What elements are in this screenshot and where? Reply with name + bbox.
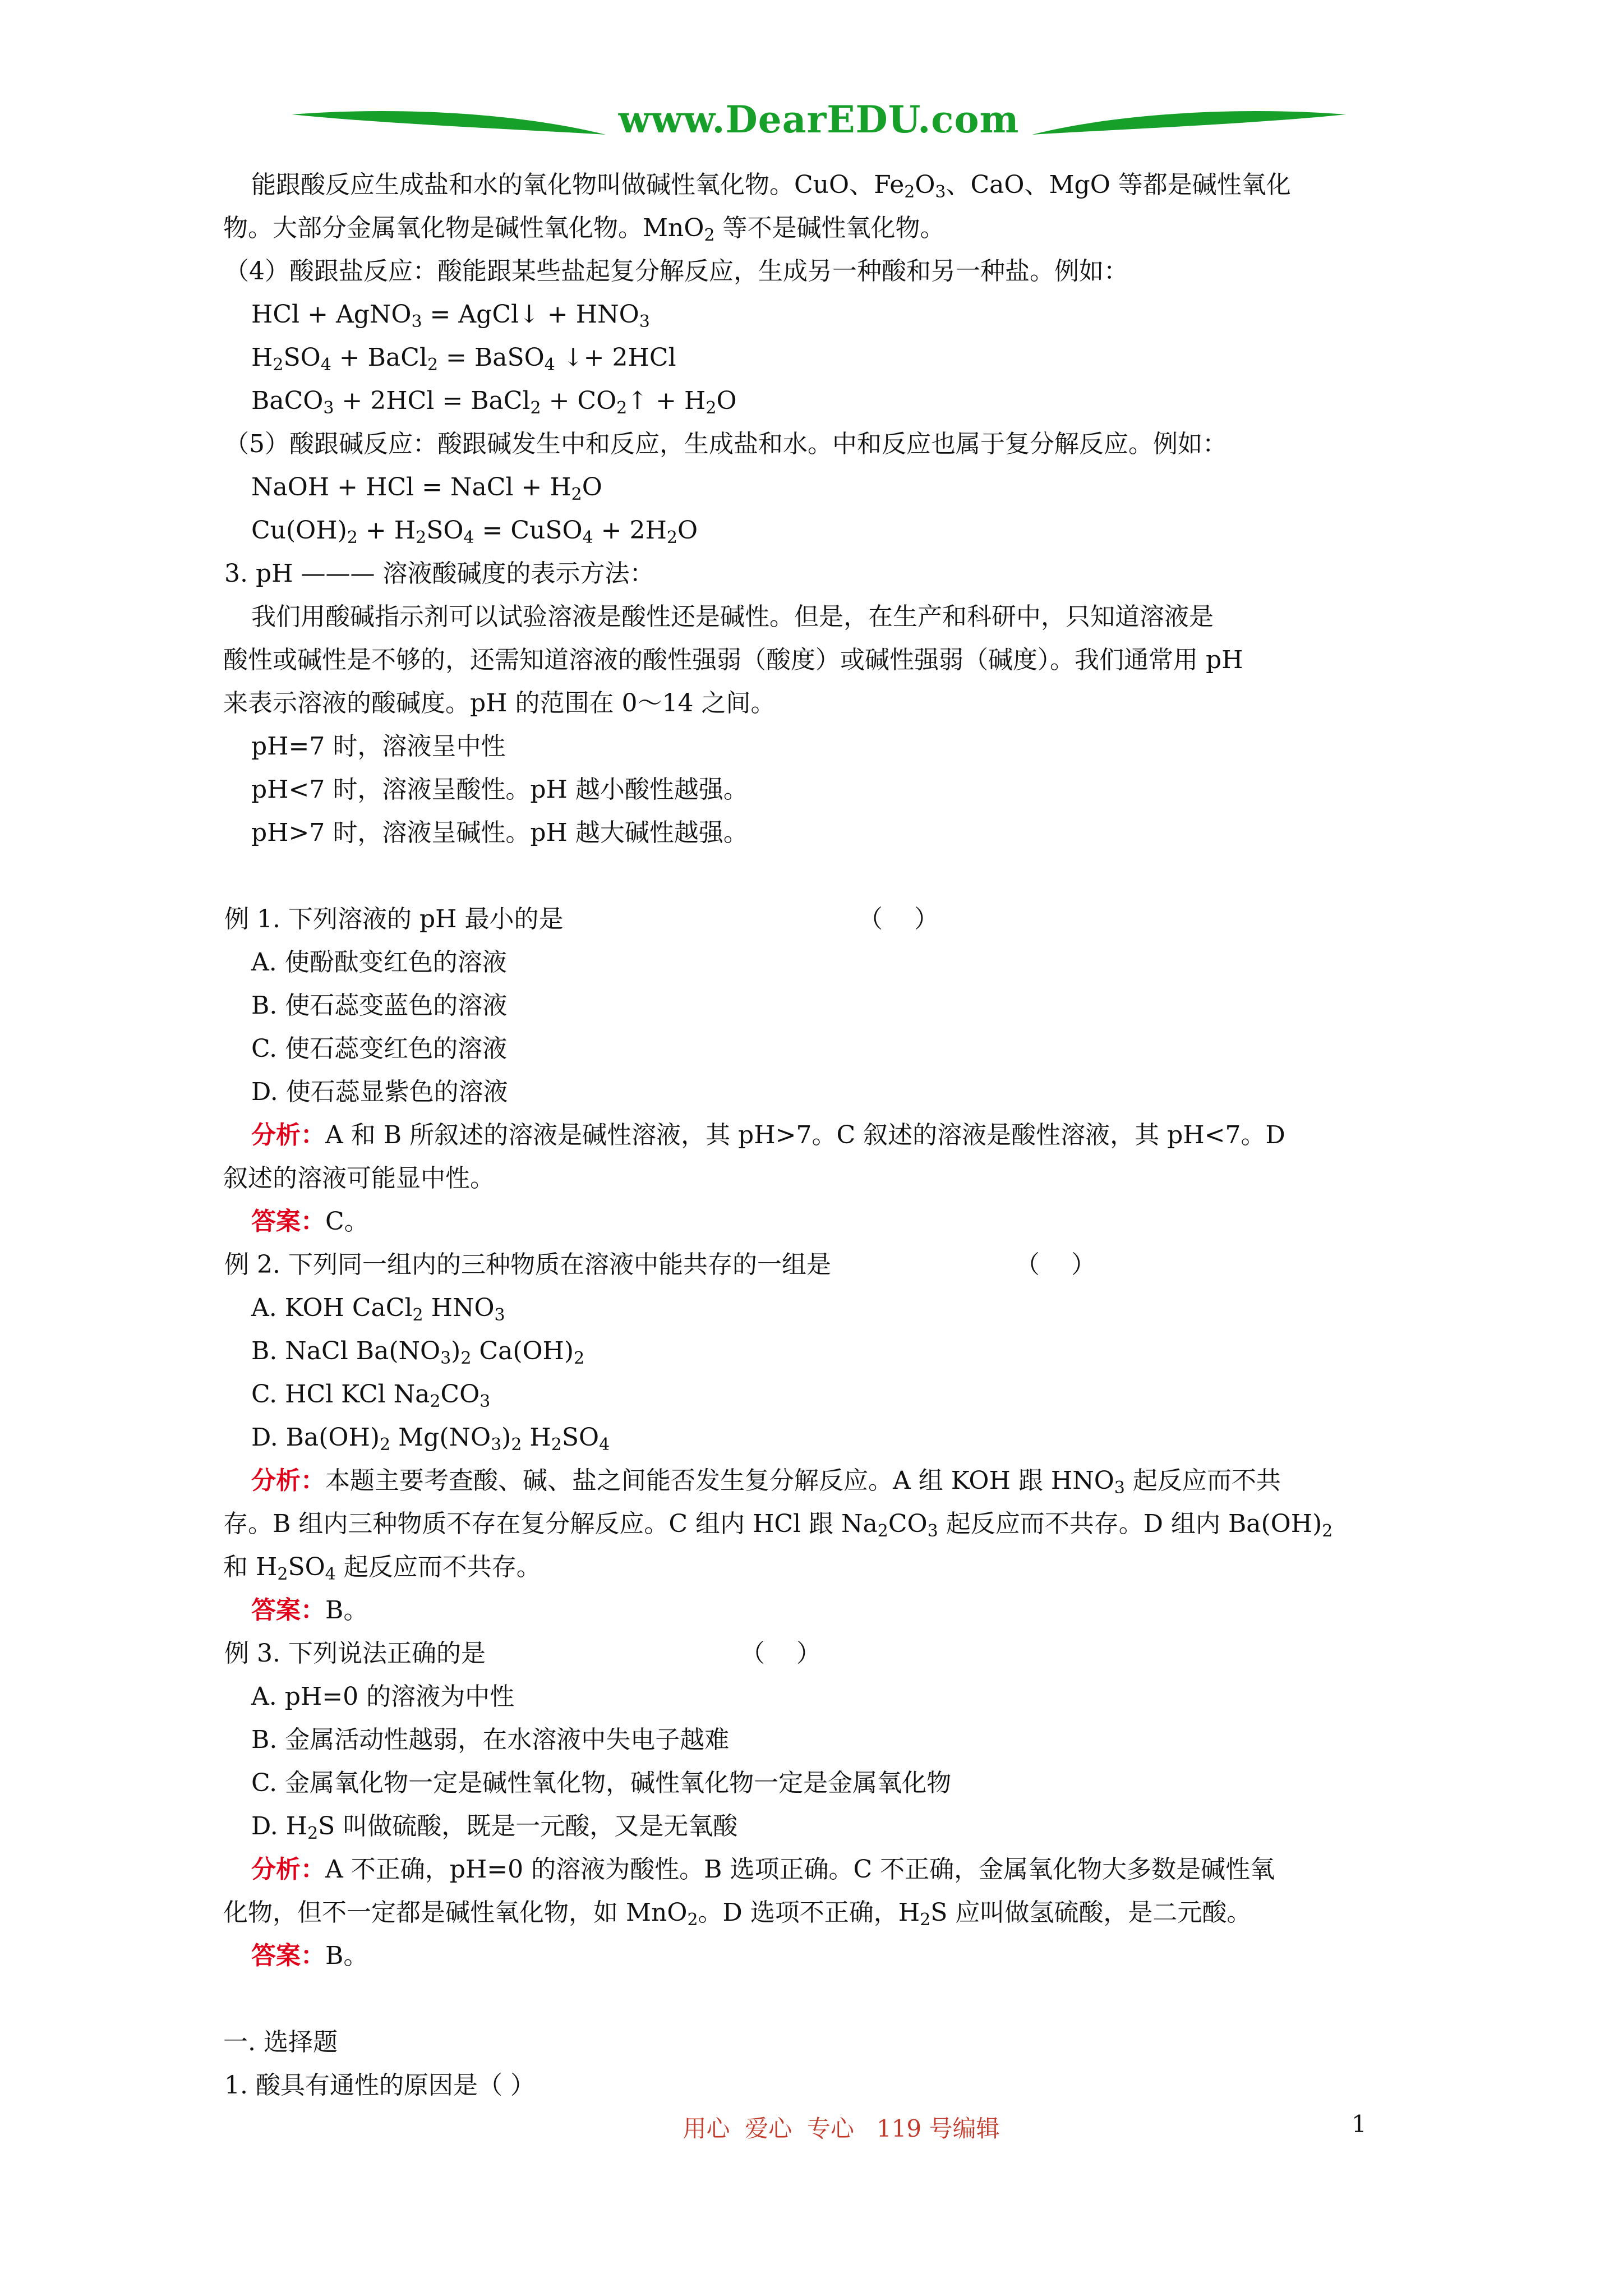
swoosh-right-icon bbox=[1032, 107, 1346, 146]
example-3-option-a: A. pH=0 的溶液为中性 bbox=[251, 1682, 515, 1711]
example-2-analysis-cont-2: 和 $H_2SO_4$ 起反应而不共存。 bbox=[223, 1553, 541, 1584]
equation-1: HCl + AgNO$_3$ = AgCl↓ + $HNO_3$ bbox=[251, 300, 650, 332]
analysis-label: 分析： bbox=[251, 1855, 325, 1884]
analysis-label: 分析： bbox=[251, 1121, 325, 1149]
page-header bbox=[292, 95, 1346, 157]
section-choice-heading: 一. 选择题 bbox=[223, 2028, 338, 2056]
para-basic-oxide-1: 能跟酸反应生成盐和水的氧化物叫做碱性氧化物。CuO、$Fe_2O_3$、CaO、MgO 等都是碱性氧化 bbox=[251, 171, 1291, 202]
section-ph-heading: 3. pH ——— 溶液酸碱度的表示方法： bbox=[224, 559, 654, 588]
equation-3: BaCO$_3$ + 2HCl = BaCl$_2$ + $CO_2↑ + H_2O$ bbox=[251, 386, 737, 418]
para-ph-1: 我们用酸碱指示剂可以试验溶液是酸性还是碱性。但是，在生产和科研中，只知道溶液是 bbox=[251, 602, 1214, 631]
answer-blank: （ ） bbox=[1015, 1250, 1096, 1279]
example-1-analysis-cont: 叙述的溶液可能显中性。 bbox=[223, 1164, 495, 1193]
example-2-option-c: C. HCl KCl $Na_2CO_3$ bbox=[251, 1380, 491, 1411]
example-1-answer: 答案：C。 bbox=[251, 1207, 369, 1236]
example-2-option-a: A. KOH CaCl$_2$ $HNO_3$ bbox=[251, 1294, 505, 1325]
ph-neutral: pH=7 时，溶液呈中性 bbox=[251, 732, 506, 761]
answer-blank: （ ） bbox=[858, 905, 939, 933]
answer-label: 答案： bbox=[251, 1207, 325, 1236]
answer-label: 答案： bbox=[251, 1596, 325, 1625]
example-3-answer: 答案：B。 bbox=[251, 1941, 368, 1970]
example-1-option-d: D. 使石蕊显紫色的溶液 bbox=[251, 1078, 508, 1106]
example-2-analysis: 分析：本题主要考查酸、碱、盐之间能否发生复分解反应。A 组 KOH 跟 $HNO_3$ 起反应而不共 bbox=[251, 1466, 1281, 1498]
example-1-question: 例 1. 下列溶液的 pH 最小的是 （ ） bbox=[224, 903, 563, 936]
site-name: www.DearEDU.com bbox=[618, 98, 1020, 141]
example-1-option-b: B. 使石蕊变蓝色的溶液 bbox=[251, 991, 508, 1020]
para-ph-2: 酸性或碱性是不够的，还需知道溶液的酸性强弱（酸度）或碱性强弱（碱度）。我们通常用 pH bbox=[223, 646, 1243, 674]
equation-2: $H_2SO_4$ + BaCl$_2$ = BaSO$_4$ ↓+ 2HCl bbox=[251, 343, 676, 375]
equation-5: $Cu(OH)_2 + H_2SO_4$ = CuSO$_4$ + $2H_2O$ bbox=[251, 516, 698, 547]
question-1: 1. 酸具有通性的原因是（ ） bbox=[224, 2071, 535, 2100]
para-ph-3: 来表示溶液的酸碱度。pH 的范围在 0～14 之间。 bbox=[223, 689, 776, 717]
example-3-analysis-cont: 化物，但不一定都是碱性氧化物，如 MnO$_2$。D 选项不正确，$H_2S$ 应叫做氢硫酸，是二元酸。 bbox=[223, 1898, 1252, 1930]
example-3-option-d: D. $H_2S$ 叫做硫酸，既是一元酸，又是无氧酸 bbox=[251, 1812, 738, 1843]
example-3-option-c: C. 金属氧化物一定是碱性氧化物，碱性氧化物一定是金属氧化物 bbox=[251, 1769, 952, 1797]
example-1-option-c: C. 使石蕊变红色的溶液 bbox=[251, 1034, 508, 1063]
page-number: 1 bbox=[1352, 2110, 1367, 2138]
para-acid-salt: （4）酸跟盐反应：酸能跟某些盐起复分解反应，生成另一种酸和另一种盐。例如： bbox=[224, 257, 1128, 286]
example-3-analysis: 分析：A 不正确，pH=0 的溶液为酸性。B 选项正确。C 不正确，金属氧化物大多数是碱性氧 bbox=[251, 1855, 1275, 1884]
example-2-option-b: B. NaCl $Ba(NO_3)_2$ $Ca(OH)_2$ bbox=[251, 1337, 585, 1368]
para-acid-base: （5）酸跟碱反应：酸跟碱发生中和反应，生成盐和水。中和反应也属于复分解反应。例如： bbox=[224, 430, 1227, 458]
example-1-analysis: 分析：A 和 B 所叙述的溶液是碱性溶液，其 pH>7。C 叙述的溶液是酸性溶液，其 pH<7。D bbox=[251, 1121, 1285, 1149]
example-2-option-d: D. $Ba(OH)_2$ $Mg(NO_3)_2$ $H_2SO_4$ bbox=[251, 1423, 610, 1455]
answer-label: 答案： bbox=[251, 1941, 325, 1970]
example-2-analysis-cont-1: 存。B 组内三种物质不存在复分解反应。C 组内 HCl 跟 $Na_2CO_3$ 起反应而不共存。D 组内 $Ba(OH)_2$ bbox=[223, 1510, 1333, 1541]
swoosh-left-icon bbox=[292, 107, 606, 146]
footer-text: 用心 爱心 专心 119 号编辑 bbox=[683, 2115, 1000, 2142]
example-1-option-a: A. 使酚酞变红色的溶液 bbox=[251, 948, 507, 977]
analysis-label: 分析： bbox=[251, 1466, 325, 1495]
ph-basic: pH>7 时，溶液呈碱性。pH 越大碱性越强。 bbox=[251, 818, 748, 847]
example-2-answer: 答案：B。 bbox=[251, 1596, 368, 1625]
para-basic-oxide-2: 物。大部分金属氧化物是碱性氧化物。MnO$_2$ 等不是碱性氧化物。 bbox=[223, 214, 945, 245]
example-3-option-b: B. 金属活动性越弱，在水溶液中失电子越难 bbox=[251, 1726, 730, 1754]
equation-4: NaOH + HCl = NaCl + $H_2O$ bbox=[251, 473, 602, 504]
example-3-question: 例 3. 下列说法正确的是 （ ） bbox=[224, 1637, 486, 1671]
ph-acidic: pH<7 时，溶液呈酸性。pH 越小酸性越强。 bbox=[251, 775, 748, 804]
example-2-question: 例 2. 下列同一组内的三种物质在溶液中能共存的一组是 （ ） bbox=[224, 1248, 831, 1282]
answer-blank: （ ） bbox=[740, 1639, 821, 1668]
